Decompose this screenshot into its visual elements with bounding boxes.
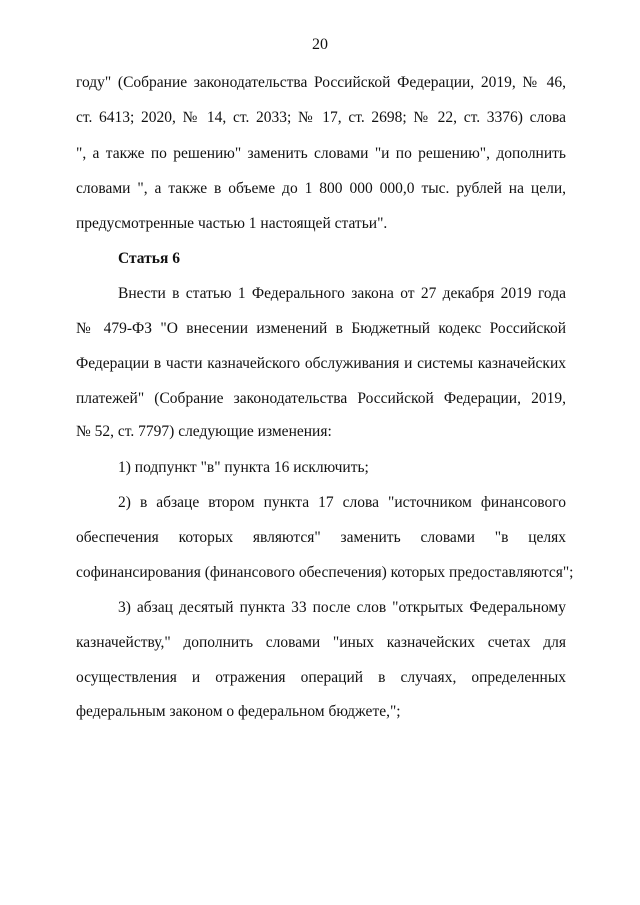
item-3-line-1: 3) абзац десятый пункта 33 после слов "открытых Федеральному [118, 599, 566, 616]
article-heading: Статья 6 [118, 250, 180, 267]
item-1-line-1: 1) подпункт "в" пункта 16 исключить; [118, 459, 369, 476]
item-3-line-4: федеральным законом о федеральном бюджете,"; [76, 703, 401, 720]
paragraph-1-line-4: словами ", а также в объеме до 1 800 000 000,0 тыс. рублей на цели, [76, 180, 566, 197]
paragraph-2-line-4: платежей" (Собрание законодательства Российской Федерации, 2019, [76, 390, 566, 407]
paragraph-1-line-3: ", а также по решению" заменить словами "и по решению", дополнить [76, 145, 566, 162]
paragraph-2-line-5: № 52, ст. 7797) следующие изменения: [76, 423, 332, 440]
item-3-line-3: осуществления и отражения операций в случаях, определенных [76, 669, 566, 686]
paragraph-1-line-5: предусмотренные частью 1 настоящей статьи". [76, 215, 388, 232]
paragraph-2-line-3: Федерации в части казначейского обслуживания и системы казначейских [76, 355, 566, 372]
item-3-line-2: казначейству," дополнить словами "иных казначейских счетах для [76, 634, 566, 651]
paragraph-1-line-1: году" (Собрание законодательства Российской Федерации, 2019, № 46, [76, 74, 566, 91]
item-2-line-2: обеспечения которых являются" заменить словами "в целях [76, 529, 566, 546]
paragraph-2-line-1: Внести в статью 1 Федерального закона от 27 декабря 2019 года [118, 285, 566, 302]
paragraph-1-line-2: ст. 6413; 2020, № 14, ст. 2033; № 17, ст. 2698; № 22, ст. 3376) слова [76, 109, 566, 126]
item-2-line-3: софинансирования (финансового обеспечения) которых предоставляются"; [76, 564, 574, 581]
item-2-line-1: 2) в абзаце втором пункта 17 слова "источником финансового [118, 494, 566, 511]
page-number: 20 [312, 36, 328, 53]
paragraph-2-line-2: № 479-ФЗ "О внесении изменений в Бюджетный кодекс Российской [76, 320, 566, 337]
